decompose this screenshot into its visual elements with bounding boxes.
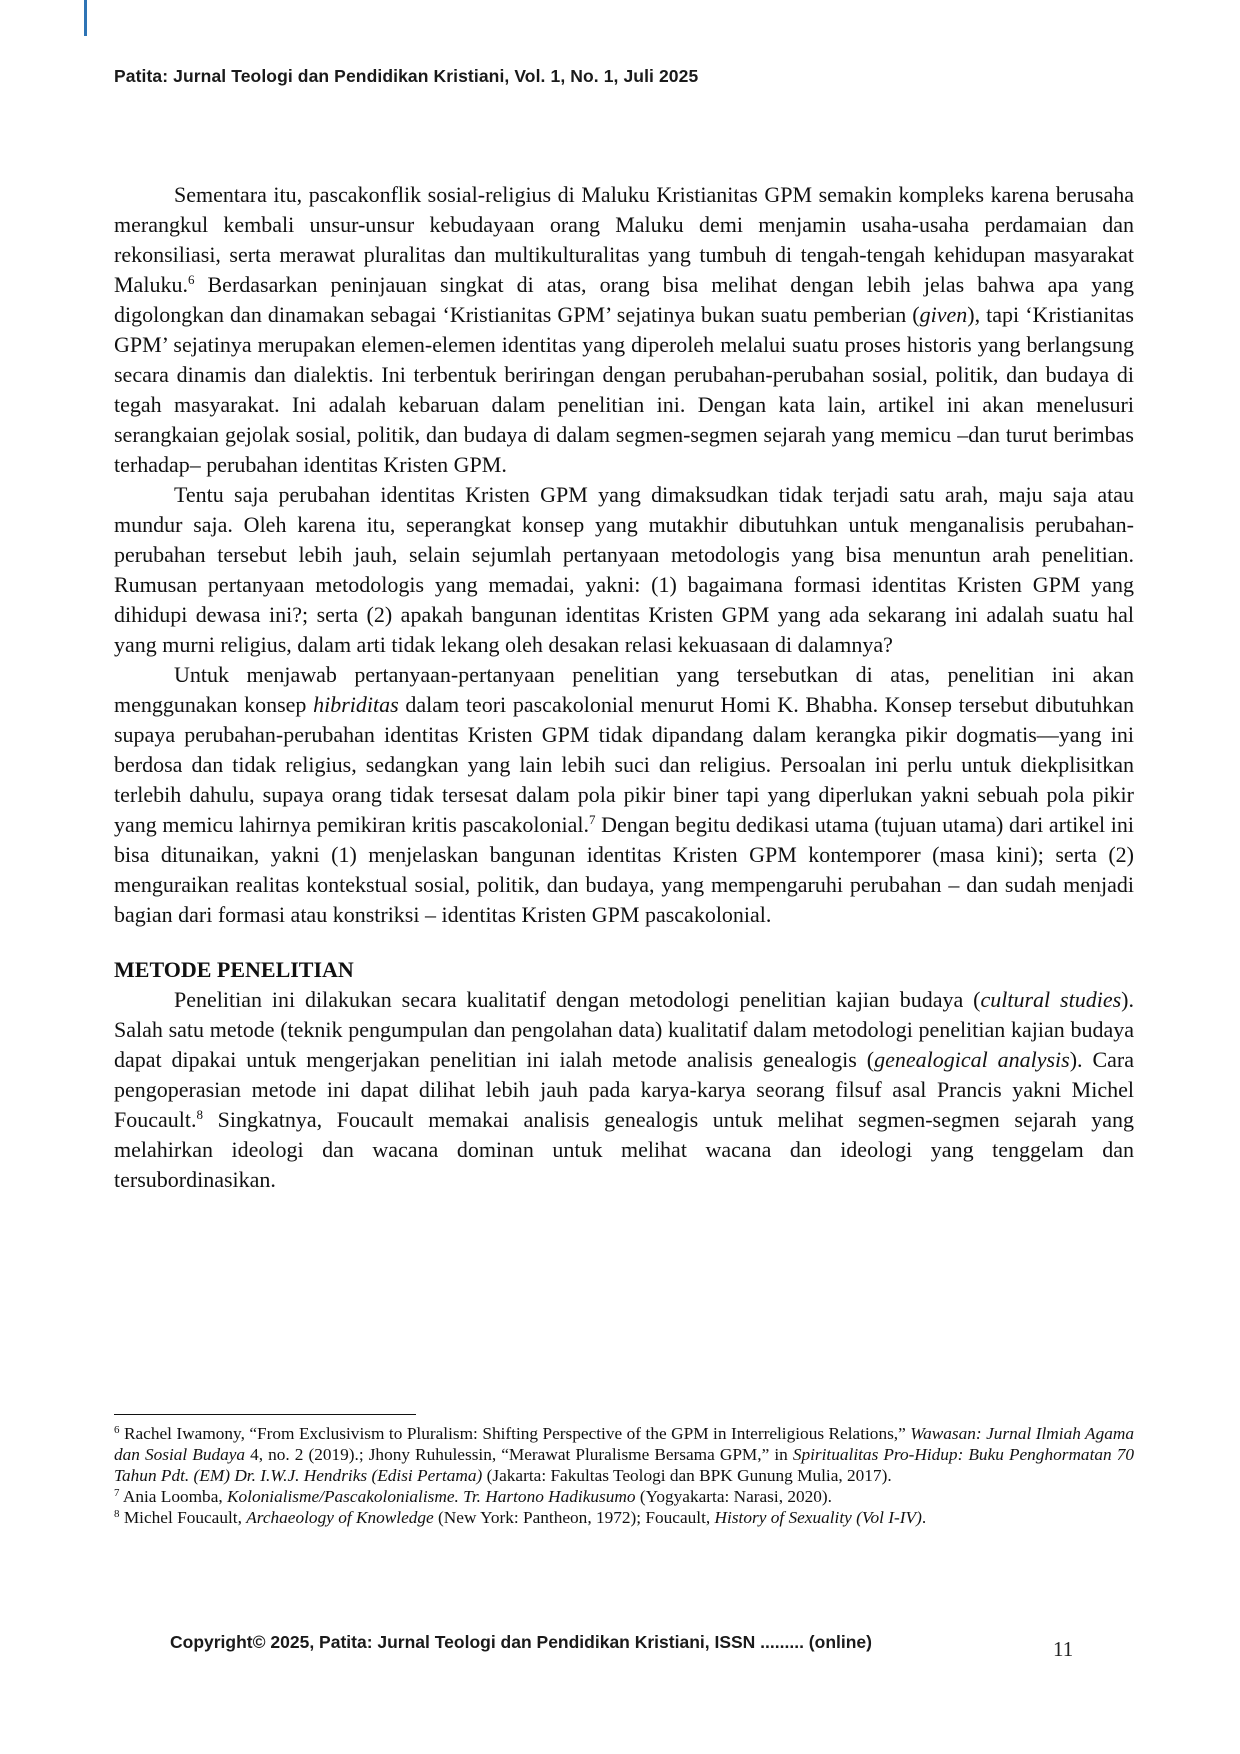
paragraph-3: Untuk menjawab pertanyaan-pertanyaan penelitian yang tersebutkan di atas, penelitian ini akan menggunakan konsep hibriditas dalam teori pascakolonial menurut Homi K. Bhabha. Konsep tersebut dibutuhkan supaya perubahan-perubahan identitas Kristen GPM tidak dipandang dalam kerangka pikir dogmatis—yang ini berdosa dan tidak religius, sedangkan yang lain lebih suci dan religius. Persoalan ini perlu untuk diekplisitkan terlebih dahulu, supaya orang tidak tersesat dalam pola pikir biner tapi yang diperlukan yakni sebuah pola pikir yang memicu lahirnya pemikiran kritis pascakolonial.$^7$ Dengan begitu dedikasi utama (tujuan utama) dari artikel ini bisa ditunaikan, yakni (1) menjelaskan bangunan identitas Kristen GPM kontemporer (masa kini); serta (2) menguraikan realitas kontekstual sosial, politik, dan budaya, yang mempengaruhi perubahan – dan sudah menjadi bagian dari formasi atau konstriksi – identitas Kristen GPM pascakolonial. bbox=[114, 662, 1135, 927]
footnote-7: $^7$ Ania Loomba, Kolonialisme/Pascakolonialisme. Tr. Hartono Hadikusumo (Yogyakarta: Narasi, 2020). bbox=[114, 1487, 832, 1506]
section-heading: METODE PENELITIAN bbox=[114, 957, 354, 982]
paragraph-2: Tentu saja perubahan identitas Kristen GPM yang dimaksudkan tidak terjadi satu arah, maju saja atau mundur saja. Oleh karena itu, seperangkat konsep yang mutakhir dibutuhkan untuk menganalisis perubahan-perubahan tersebut lebih jauh, selain sejumlah pertanyaan metodologis yang bisa menuntun arah penelitian. Rumusan pertanyaan metodologis yang memadai, yakni: (1) bagaimana formasi identitas Kristen GPM yang dihidupi dewasa ini?; serta (2) apakah bangunan identitas Kristen GPM yang ada sekarang ini adalah suatu hal yang murni religius, dalam arti tidak lekang oleh desakan relasi kekuasaan di dalamnya? bbox=[114, 482, 1134, 657]
running-header: Patita: Jurnal Teologi dan Pendidikan Kristiani, Vol. 1, No. 1, Juli 2025 bbox=[114, 66, 699, 86]
footnote-ref-8[interactable]: 8 bbox=[196, 1107, 203, 1122]
page-number: 11 bbox=[1053, 1637, 1074, 1661]
copyright-footer: Copyright© 2025, Patita: Jurnal Teologi dan Pendidikan Kristiani, ISSN ......... (online) bbox=[170, 1632, 872, 1652]
footnote-separator bbox=[114, 1414, 416, 1415]
footnote-ref-7[interactable]: 7 bbox=[588, 812, 596, 827]
article-body bbox=[114, 180, 1134, 1195]
paragraph-4: Penelitian ini dilakukan secara kualitatif dengan metodologi penelitian kajian budaya (cultural studies). Salah satu metode (teknik pengumpulan dan pengolahan data) kualitatif dalam metodologi penelitian kajian budaya dapat dipakai untuk mengerjakan penelitian ini ialah metode analisis genealogis (genealogical analysis). Cara pengoperasian metode ini dapat dilihat lebih jauh pada karya-karya seorang filsuf asal Prancis yakni Michel Foucault.$^8$ Singkatnya, Foucault memakai analisis genealogis untuk melihat segmen-segmen sejarah yang melahirkan ideologi dan wacana dominan untuk melihat wacana dan ideologi yang tenggelam dan tersubordinasikan. bbox=[114, 987, 1134, 1192]
page-accent-bar bbox=[84, 0, 87, 36]
footnotes bbox=[114, 1423, 1134, 1528]
footnote-6: $^6$ Rachel Iwamony, “From Exclusivism to Pluralism: Shifting Perspective of the GPM in Interreligious Relations,” Wawasan: Jurnal Ilmiah Agama dan Sosial Budaya 4, no. 2 (2019).; Jhony Ruhulessin, “Merawat Pluralisme Bersama GPM,” in Spiritualitas Pro-Hidup: Buku Penghormatan 70 Tahun Pdt. (EM) Dr. I.W.J. Hendriks (Edisi Pertama) (Jakarta: Fakultas Teologi dan BPK Gunung Mulia, 2017). bbox=[114, 1424, 1134, 1485]
footnote-8: $^8$ Michel Foucault, Archaeology of Knowledge (New York: Pantheon, 1972); Foucault, History of Sexuality (Vol I-IV). bbox=[114, 1508, 927, 1527]
footnote-ref-6[interactable]: 6 bbox=[187, 272, 195, 287]
paragraph-1: Sementara itu, pascakonflik sosial-religius di Maluku Kristianitas GPM semakin kompleks karena berusaha merangkul kembali unsur-unsur kebudayaan orang Maluku demi menjamin usaha-usaha perdamaian dan rekonsiliasi, serta merawat pluralitas dan multikulturalitas yang tumbuh di tengah-tengah kehidupan masyarakat Maluku.$^6$ Berdasarkan peninjauan singkat di atas, orang bisa melihat dengan lebih jelas bahwa apa yang digolongkan dan dinamakan sebagai ‘Kristianitas GPM’ sejatinya bukan suatu pemberian (given), tapi ‘Kristianitas GPM’ sejatinya merupakan elemen-elemen identitas yang diperoleh melalui suatu proses historis yang berlangsung secara dinamis dan dialektis. Ini terbentuk beriringan dengan perubahan-perubahan sosial, politik, dan budaya di tegah masyarakat. Ini adalah kebaruan dalam penelitian ini. Dengan kata lain, artikel ini akan menelusuri serangkaian gejolak sosial, politik, dan budaya di dalam segmen-segmen sejarah yang memicu –dan turut berimbas terhadap– perubahan identitas Kristen GPM. bbox=[114, 182, 1134, 477]
